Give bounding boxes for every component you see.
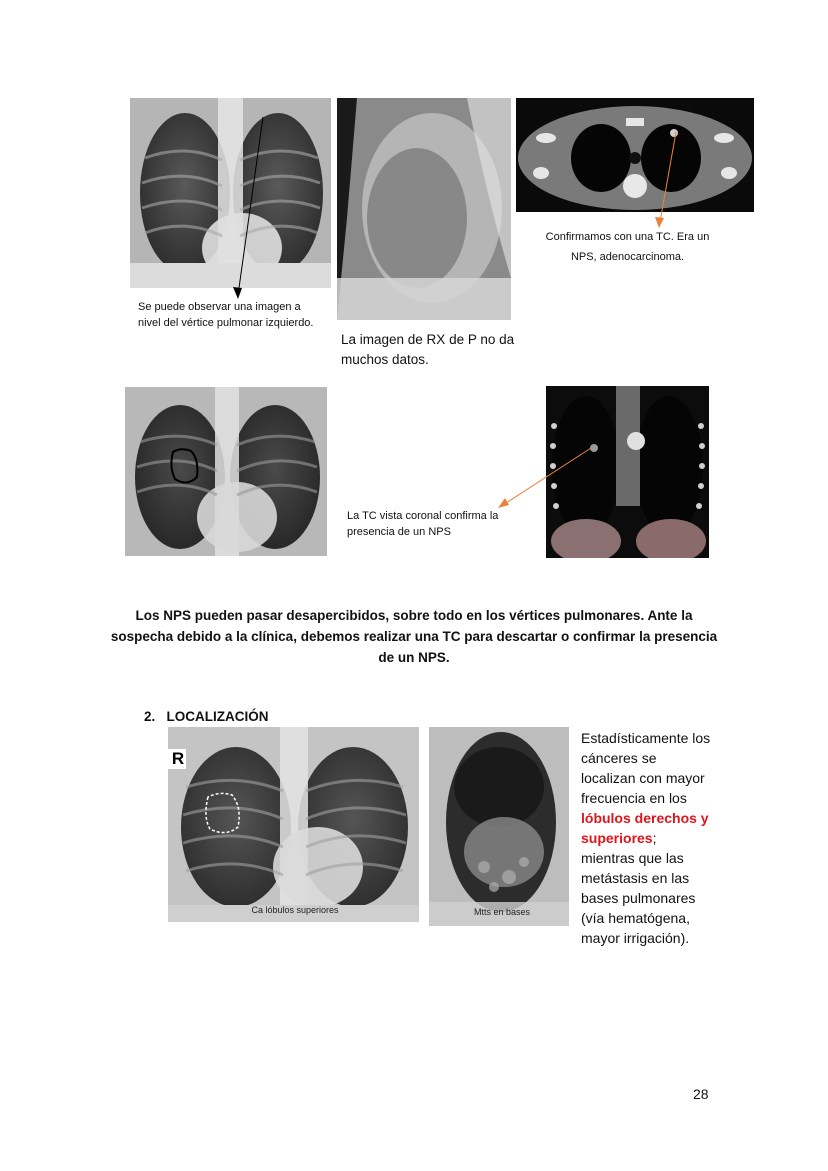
marker-letter: R	[171, 749, 185, 768]
section-heading	[144, 709, 269, 724]
vertex-caption: Se puede observar una imagen a nivel del vértice pulmonar izquierdo.	[138, 301, 314, 329]
coronal-arrow	[495, 445, 595, 510]
page-number: 28	[693, 1086, 709, 1102]
localization-text-part1: Estadísticamente los cánceres se localizan con mayor frecuencia en los	[581, 730, 711, 806]
localization-highlight: lóbulos derechos y superiores	[581, 810, 709, 846]
localization-text-part2: ; mientras que las metástasis en las bases pulmonares (vía hematógena, mayor irrigación).	[581, 830, 696, 946]
chest-xray-upper-lobes	[168, 727, 419, 922]
chest-xray-lateral	[337, 98, 511, 320]
section-number: 2.	[144, 709, 156, 724]
chest-xray-bases	[429, 727, 569, 926]
bases-label: Mtts en bases	[473, 907, 531, 917]
upper-lobes-label: Ca lóbulos superiores	[251, 905, 339, 915]
conclusion-paragraph: Los NPS pueden pasar desapercibidos, sobre todo en los vértices pulmonares. Ante la sospecha debido a la clínica, debemos realizar una TC para descartar o confirmar la presencia de un NPS.	[110, 608, 718, 665]
localization-text	[561, 728, 713, 948]
ct-axial-scan	[516, 98, 754, 212]
ct-arrow	[652, 130, 682, 230]
vertex-arrow	[230, 115, 270, 305]
ct-caption: Confirmamos con una TC. Era un NPS, adenocarcinoma.	[545, 231, 710, 263]
chest-xray-pa-2	[125, 387, 327, 556]
section-title: LOCALIZACIÓN	[166, 709, 269, 724]
lateral-caption: La imagen de RX de P no da muchos datos.	[341, 332, 515, 367]
coronal-caption: La TC vista coronal confirma la presencia de un NPS	[347, 510, 499, 538]
